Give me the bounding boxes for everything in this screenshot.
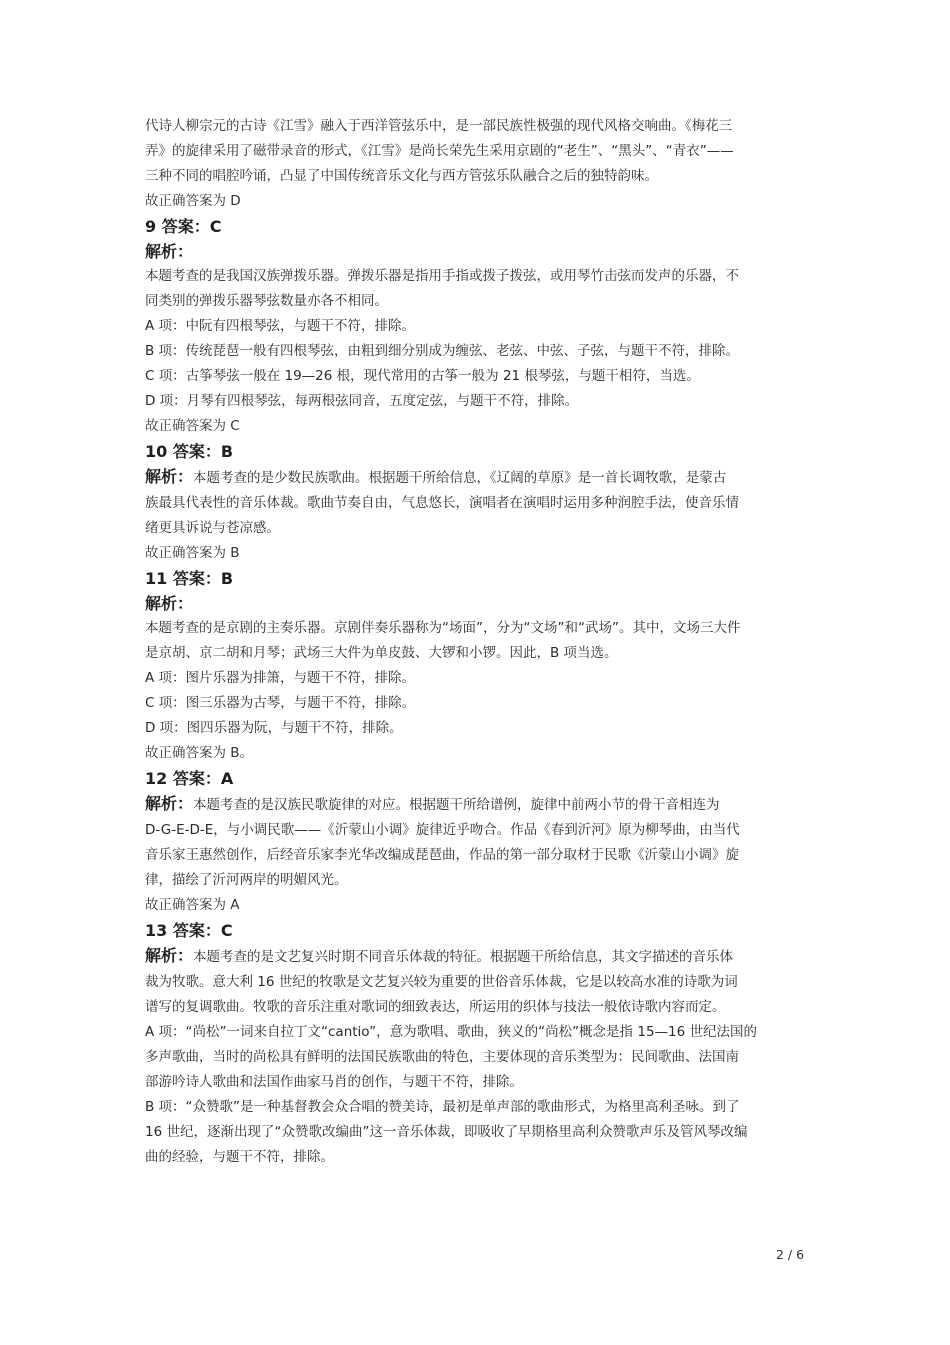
q11-conclusion: 故正确答案为 B。 bbox=[145, 745, 254, 761]
q9-body-line: 同类别的弹拨乐器琴弦数量亦各不相同。 bbox=[145, 293, 388, 309]
q11-option-a: A 项：图片乐器为排箫，与题干不符，排除。 bbox=[145, 670, 416, 686]
q9-option-d: D 项：月琴有四根琴弦，每两根弦同音，五度定弦，与题干不符，排除。 bbox=[145, 393, 579, 409]
q13-body-line: 裁为牧歌。意大利 16 世纪的牧歌是文艺复兴较为重要的世俗音乐体裁，它是以较高水准的诗歌为词 bbox=[145, 974, 738, 990]
q12-answer-heading: 12 答案：A bbox=[145, 769, 234, 788]
q12-body-line: 音乐家王惠然创作，后经音乐家李光华改编成琵琶曲，作品的第一部分取材于民歌《沂蒙山小调》旋 bbox=[145, 847, 739, 863]
intro-line: 代诗人柳宗元的古诗《江雪》融入于西洋管弦乐中，是一部民族性极强的现代风格交响曲。《梅花三 bbox=[145, 118, 733, 134]
q13-option-b-line: B 项：“众赞歌”是一种基督教会众合唱的赞美诗，最初是单声部的歌曲形式，为格里高利圣咏。到了 bbox=[145, 1099, 740, 1115]
q11-body-line: 是京胡、京二胡和月琴；武场三大件为单皮鼓、大锣和小锣。因此，B 项当选。 bbox=[145, 645, 618, 661]
q13-body-line: 谱写的复调歌曲。牧歌的音乐注重对歌词的细致表达，所运用的织体与技法一般依诗歌内容而定。 bbox=[145, 999, 726, 1015]
q10-body-line: 绪更具诉说与苍凉感。 bbox=[145, 520, 280, 536]
q13-option-a-line: A 项：“尚松”一词来自拉丁文“cantio”，意为歌唱、歌曲，狭义的“尚松”概念是指 15—16 世纪法国的 bbox=[145, 1024, 758, 1040]
q13-first-line-text: 本题考查的是文艺复兴时期不同音乐体裁的特征。根据题干所给信息，其文字描述的音乐体 bbox=[193, 949, 734, 965]
q12-conclusion: 故正确答案为 A bbox=[145, 897, 240, 913]
q9-conclusion: 故正确答案为 C bbox=[145, 418, 240, 434]
q10-answer-heading: 10 答案：B bbox=[145, 442, 234, 461]
intro-line: 三种不同的唱腔吟诵，凸显了中国传统音乐文化与西方管弦乐队融合之后的独特韵味。 bbox=[145, 168, 658, 184]
intro-line: 弄》的旋律采用了磁带录音的形式，《江雪》是尚长荣先生采用京剧的“老生”、“黑头”、“青衣”—— bbox=[145, 143, 734, 159]
q9-option-b: B 项：传统琵琶一般有四根琴弦，由粗到细分别成为缠弦、老弦、中弦、子弦，与题干不符，排除。 bbox=[145, 343, 740, 359]
intro-paragraph bbox=[145, 114, 810, 189]
q9-option-a: A 项：中阮有四根琴弦，与题干不符，排除。 bbox=[145, 318, 416, 334]
q12-analysis-label: 解析： bbox=[145, 794, 194, 813]
q9-answer-heading: 9 答案：C bbox=[145, 217, 222, 236]
q12-body-line: 律，描绘了沂河两岸的明媚风光。 bbox=[145, 872, 348, 888]
page-number: 2 / 6 bbox=[776, 1247, 805, 1262]
q9-option-c: C 项：古筝琴弦一般在 19—26 根，现代常用的古筝一般为 21 根琴弦，与题干相符，当选。 bbox=[145, 368, 700, 384]
q11-option-d: D 项：图四乐器为阮，与题干不符，排除。 bbox=[145, 720, 403, 736]
q13-answer-heading: 13 答案：C bbox=[145, 921, 233, 940]
q12-first-line bbox=[145, 791, 810, 818]
q12-body-line: D-G-E-D-E，与小调民歌——《沂蒙山小调》旋律近乎吻合。作品《春到沂河》原为柳琴曲，由当代 bbox=[145, 822, 740, 838]
q10-conclusion: 故正确答案为 B bbox=[145, 545, 240, 561]
q9-body-line: 本题考查的是我国汉族弹拨乐器。弹拨乐器是指用手指或拨子拨弦，或用琴竹击弦而发声的乐器，不 bbox=[145, 268, 739, 284]
q13-first-line bbox=[145, 943, 810, 970]
q13-option-a-line: 部游吟诗人歌曲和法国作曲家马肖的创作，与题干不符，排除。 bbox=[145, 1074, 523, 1090]
q13-option-b-line: 曲的经验，与题干不符，排除。 bbox=[145, 1149, 334, 1165]
q12-first-line-text: 本题考查的是汉族民歌旋律的对应。根据题干所给谱例，旋律中前两小节的骨干音相连为 bbox=[193, 797, 720, 813]
q11-body-line: 本题考查的是京剧的主奏乐器。京剧伴奏乐器称为“场面”，分为“文场”和“武场”。其中，文场三大件 bbox=[145, 620, 741, 636]
q10-analysis-label: 解析： bbox=[145, 467, 194, 486]
q13-option-b-line: 16 世纪，逐渐出现了“众赞歌改编曲”这一音乐体裁，即吸收了早期格里高利众赞歌声乐及管风琴改编 bbox=[145, 1124, 748, 1140]
document-page bbox=[145, 114, 810, 1170]
q13-analysis-label: 解析： bbox=[145, 946, 194, 965]
q10-first-line bbox=[145, 464, 810, 491]
q13-option-a-line: 多声歌曲，当时的尚松具有鲜明的法国民族歌曲的特色，主要体现的音乐类型为：民间歌曲、法国南 bbox=[145, 1049, 739, 1065]
q9-analysis-label: 解析： bbox=[145, 242, 194, 261]
q10-first-line-text: 本题考查的是少数民族歌曲。根据题干所给信息，《辽阔的草原》是一首长调牧歌，是蒙古 bbox=[193, 470, 727, 486]
intro-conclusion: 故正确答案为 D bbox=[145, 193, 241, 209]
q10-body-line: 族最具代表性的音乐体裁。歌曲节奏自由，气息悠长，演唱者在演唱时运用多种润腔手法，使音乐情 bbox=[145, 495, 739, 511]
q11-option-c: C 项：图三乐器为古琴，与题干不符，排除。 bbox=[145, 695, 416, 711]
q11-analysis-label: 解析： bbox=[145, 594, 194, 613]
q11-answer-heading: 11 答案：B bbox=[145, 569, 234, 588]
